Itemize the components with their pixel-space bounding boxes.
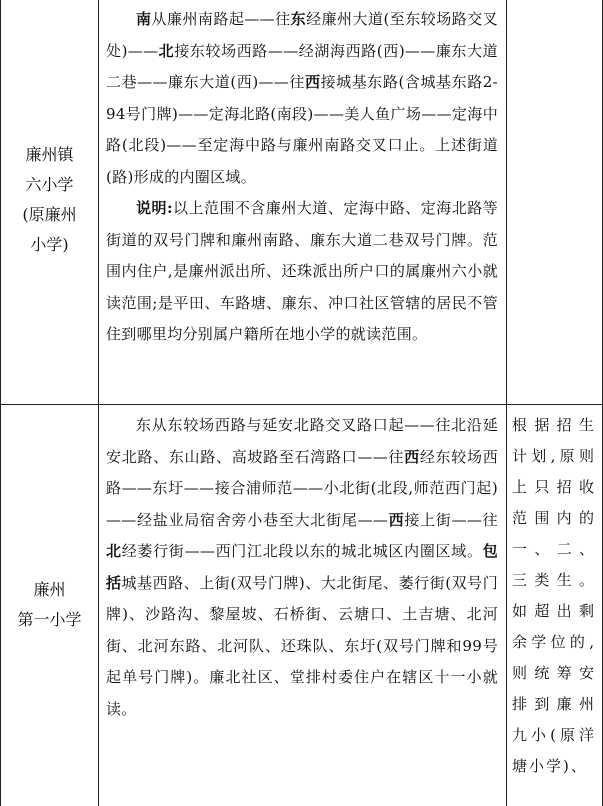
text-run: 北 <box>106 542 122 560</box>
range-paragraph <box>106 4 498 193</box>
text-run: 经萎行街——西门江北段以东的城北城区内圈区域。 <box>121 542 483 560</box>
text-run: 接东较场西路——经湖海西路(西)——廉东大道二巷——廉东大道(西)——往 <box>106 41 498 91</box>
text-run: 包括 <box>106 542 498 592</box>
text-run: 北 <box>158 41 175 60</box>
note-paragraph <box>106 193 498 351</box>
text-run: 城基西路、上街(双号门牌)、大北街尾、萎行街(双号门牌)、沙路沟、黎屋坡、石桥街、云塘口、土吉塘、北河街、北河东路、北河队、还珠队、东圩(双号门牌和99号起单号门牌)。廉北社区、堂排村委住户在辖区十一小就读。 <box>106 573 498 718</box>
text-run: 西 <box>388 510 405 529</box>
table-row-divider <box>0 404 603 405</box>
text-run: 以上范围不含廉州大道、定海中路、定海北路等街道的双号门牌和廉州南路、廉东大道二巷双号门牌。范围内住户,是廉州派出所、还珠派出所户口的属廉州六小就读范围;是平田、车路塘、廉东、冲口社区管辖的居民不管住到哪里均分别属户籍所在地小学的就读范围。 <box>106 199 498 343</box>
text-run: 东 <box>290 10 307 28</box>
range-cell <box>106 4 498 351</box>
text-run: 西 <box>304 73 321 91</box>
school-name-line: 六小学 <box>25 175 74 194</box>
school-name-line: 廉州 <box>33 580 66 599</box>
admission-note: 根据招生计划,原则上只招收范围内的一、二、三类生。如超出剩余学位的,则统筹安排到廉州九小(原洋塘小学)、 <box>512 416 596 775</box>
admission-note-cell <box>512 410 596 782</box>
text-run: 东从东较场西路与延安北路交叉路口起——往北沿延安北路、东山路、高坡路至石湾路口——往 <box>106 416 498 466</box>
school-name-cell <box>1 140 98 260</box>
table-border-left <box>0 0 1 806</box>
school-name-cell <box>1 575 98 635</box>
text-run: 说明: <box>136 199 173 217</box>
table-col-divider-2 <box>506 0 507 806</box>
text-run: 接上街——往 <box>404 510 498 529</box>
text-run: 从廉州南路起——往 <box>151 10 291 28</box>
text-run: 经东较场西路——东圩——接合浦师范——小北街(北段,师范西门起)——经盐业局宿舍旁小巷至大北街尾—— <box>106 447 498 529</box>
school-name-line: (原廉州 <box>22 205 77 224</box>
range-paragraph <box>106 410 498 725</box>
school-name-line: 小学) <box>30 235 69 254</box>
range-cell <box>106 410 498 725</box>
text-run: 南 <box>136 10 152 28</box>
text-run: 经廉州大道(至东较场路交叉处)—— <box>106 10 498 60</box>
text-run: 西 <box>404 447 420 466</box>
text-run: 接城基东路(含城基东路2-94号门牌)——定海北路(南段)——美人鱼广场——定海中路(北段)——至定海中路与廉州南路交叉口止。上述街道(路)形成的内圈区域。 <box>106 73 498 186</box>
school-name-line: 廉州镇 <box>25 145 74 164</box>
school-name-line: 第一小学 <box>17 610 82 629</box>
table-col-divider-1 <box>98 0 99 806</box>
